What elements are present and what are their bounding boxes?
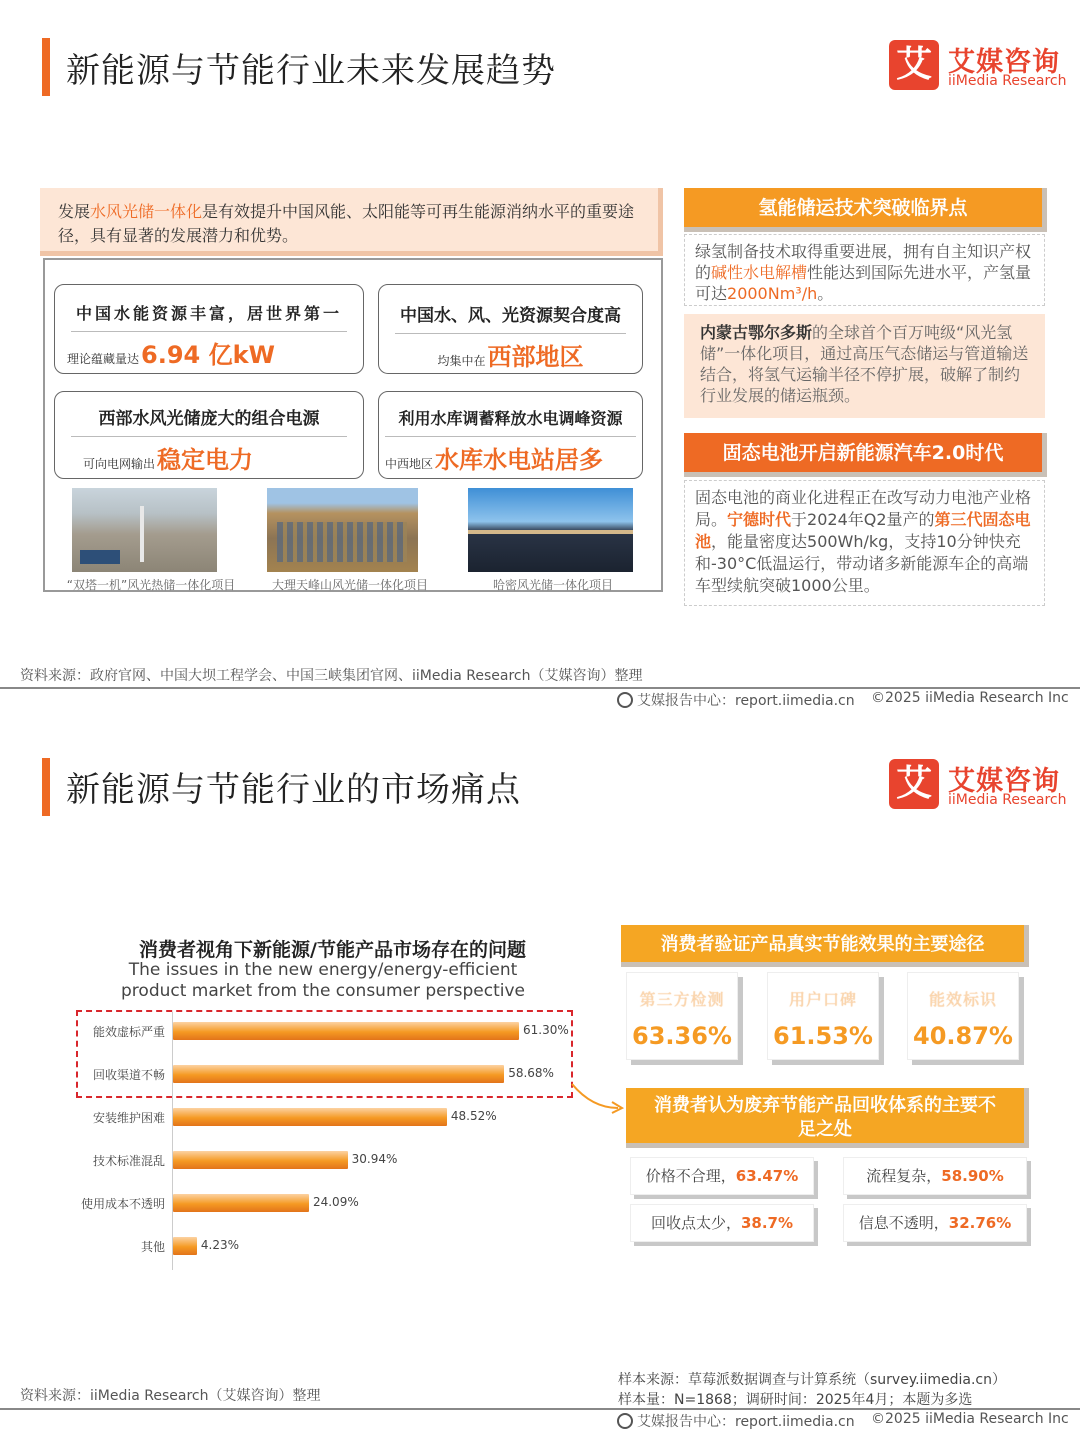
intro-text-post: 是有效提升中国风能、太阳能等可再生能源消纳水平的重要途径，具有显著的发展潜力和优势。 [58, 202, 635, 245]
verify-label: 第三方检测 [639, 990, 725, 1009]
card-sub: 中西地区水库水电站居多 [385, 446, 604, 474]
page-title: 新能源与节能行业未来发展趋势 [66, 51, 556, 91]
panel-rows-shape [277, 522, 407, 562]
photo-dali-tianfeng [267, 488, 418, 572]
bar-category-label: 使用成本不透明 [80, 1197, 165, 1211]
chart-title: 消费者视角下新能源/节能产品市场存在的问题 [139, 939, 526, 961]
card-sub: 可向电网输出稳定电力 [83, 446, 254, 474]
brand-name-en: iiMedia Research [948, 792, 1067, 808]
brand-name-cn: 艾媒咨询 [948, 766, 1060, 797]
brand-name-cn: 艾媒咨询 [948, 47, 1060, 78]
battery-text-box: 固态电池的商业化进程正在改写动力电池产业格局。宁德时代于2024年Q2量产的第三代固态电池，能量密度达500Wh/kg，支持10分钟快充和-30°C低温运行，带动诸多新能源车企的高端车型续航突破1000公里。 [684, 480, 1045, 606]
hydrogen-text-box: 绿氢制备技术取得重要进展，拥有自主知识产权的碱性水电解槽性能达到国际先进水平，产氢量可达2000Nm³/h。 [684, 234, 1045, 306]
brand-name-en: iiMedia Research [948, 73, 1067, 89]
page-title: 新能源与节能行业的市场痛点 [66, 770, 521, 810]
title-accent-bar [42, 38, 50, 96]
verify-label: 能效标识 [928, 990, 997, 1009]
bar-category-label: 安装维护困难 [92, 1111, 165, 1125]
panel-shape [80, 550, 120, 564]
resource-card-reservoir [378, 391, 643, 479]
tower-shape [140, 506, 144, 562]
bar [173, 1151, 348, 1169]
bar-value-label: 61.30% [523, 1023, 569, 1037]
intro-highlight: 水风光储一体化 [90, 202, 203, 221]
chart-subtitle: The issues in the new energy/energy-efficient product market from the consumer perspective [121, 960, 525, 1001]
resource-card-combo [54, 391, 364, 479]
verify-card [907, 972, 1019, 1060]
bar-category-label: 其他 [140, 1240, 165, 1254]
bar-value-label: 48.52% [450, 1109, 497, 1123]
resource-card-hydro [54, 284, 364, 374]
bar-value-label: 30.94% [351, 1152, 398, 1166]
bar-value-label: 4.23% [200, 1238, 239, 1252]
resource-card-west [378, 284, 643, 374]
footer-copyright: ©2025 iiMedia Research Inc [871, 690, 1069, 706]
globe-icon [617, 1413, 633, 1429]
sample-source: 样本来源：草莓派数据调查与计算系统（survey.iimedia.cn） [618, 1372, 1006, 1388]
bar [173, 1237, 197, 1255]
card-sub: 理论蕴藏量达6.94 亿kW [67, 341, 276, 369]
title-accent-bar [42, 758, 50, 816]
recycle-item: 回收点太少，38.7% [630, 1204, 814, 1242]
bar-category-label: 回收渠道不畅 [92, 1068, 165, 1082]
source-note: 资料来源：iiMedia Research（艾媒咨询）整理 [20, 1388, 321, 1404]
card-head: 利用水库调蓄释放水电调峰资源 [385, 406, 636, 437]
bar [173, 1108, 447, 1126]
divider [0, 1408, 1080, 1410]
bar-category-label: 技术标准混乱 [92, 1154, 165, 1168]
card-sub: 均集中在西部地区 [437, 343, 584, 371]
bar-category-label: 能效虚标严重 [92, 1025, 165, 1039]
verify-value: 40.87% [913, 1022, 1013, 1050]
bar-value-label: 58.68% [508, 1066, 554, 1080]
photo-caption: “双塔一机”风光热储一体化项目 [66, 578, 236, 592]
recycle-item: 价格不合理，63.47% [630, 1157, 814, 1195]
recycle-item: 信息不透明，32.76% [843, 1204, 1027, 1242]
chart-axis [172, 1012, 173, 1270]
hydrogen-header: 氢能储运技术突破临界点 [684, 188, 1047, 232]
horizon-shape [468, 530, 633, 534]
globe-icon [617, 692, 633, 708]
photo-caption: 哈密风光储一体化项目 [492, 578, 613, 592]
verify-value: 63.36% [632, 1022, 732, 1050]
intro-box [40, 188, 663, 256]
battery-header: 固态电池开启新能源汽车2.0时代 [684, 433, 1047, 477]
photo-hami [468, 488, 633, 572]
card-head: 中国水、风、光资源契合度高 [395, 301, 626, 334]
card-head: 西部水风光储庞大的组合电源 [71, 404, 347, 437]
bar [173, 1022, 519, 1040]
verify-label: 用户口碑 [788, 990, 857, 1009]
verify-card [767, 972, 879, 1060]
card-head: 中国水能资源丰富，居世界第一 [71, 301, 347, 332]
arrow-icon [570, 1082, 626, 1116]
source-note: 资料来源：政府官网、中国大坝工程学会、中国三峡集团官网、iiMedia Research（艾媒咨询）整理 [20, 668, 643, 684]
photo-caption: 大理天峰山风光储一体化项目 [271, 578, 428, 592]
verify-value: 61.53% [773, 1022, 873, 1050]
brand-mark-icon: 艾 [889, 759, 939, 809]
hydrogen-project-box: 内蒙古鄂尔多斯的全球首个百万吨级“风光氢储”一体化项目，通过高压气态储运与管道输送结合，将氢气运输半径不停扩展，破解了制约行业发展的储运瓶颈。 [684, 314, 1045, 418]
recycle-header: 消费者认为废弃节能产品回收体系的主要不足之处 [626, 1088, 1029, 1148]
footer-report-link[interactable]: 艾媒报告中心：report.iimedia.cn [617, 1411, 855, 1431]
brand-mark-icon: 艾 [889, 40, 939, 90]
photo-solar-thermal [72, 488, 217, 572]
verify-card [626, 972, 738, 1060]
bar [173, 1065, 504, 1083]
sample-size: 样本量：N=1868；调研时间：2025年4月；本题为多选 [618, 1392, 973, 1408]
recycle-item: 流程复杂，58.90% [843, 1157, 1027, 1195]
bar [173, 1194, 309, 1212]
verify-header: 消费者验证产品真实节能效果的主要途径 [621, 925, 1029, 967]
bar-value-label: 24.09% [312, 1195, 359, 1209]
divider [0, 687, 1080, 689]
footer-report-link[interactable]: 艾媒报告中心：report.iimedia.cn [617, 690, 855, 710]
intro-text-pre: 发展 [58, 202, 91, 221]
footer-copyright: ©2025 iiMedia Research Inc [871, 1411, 1069, 1427]
